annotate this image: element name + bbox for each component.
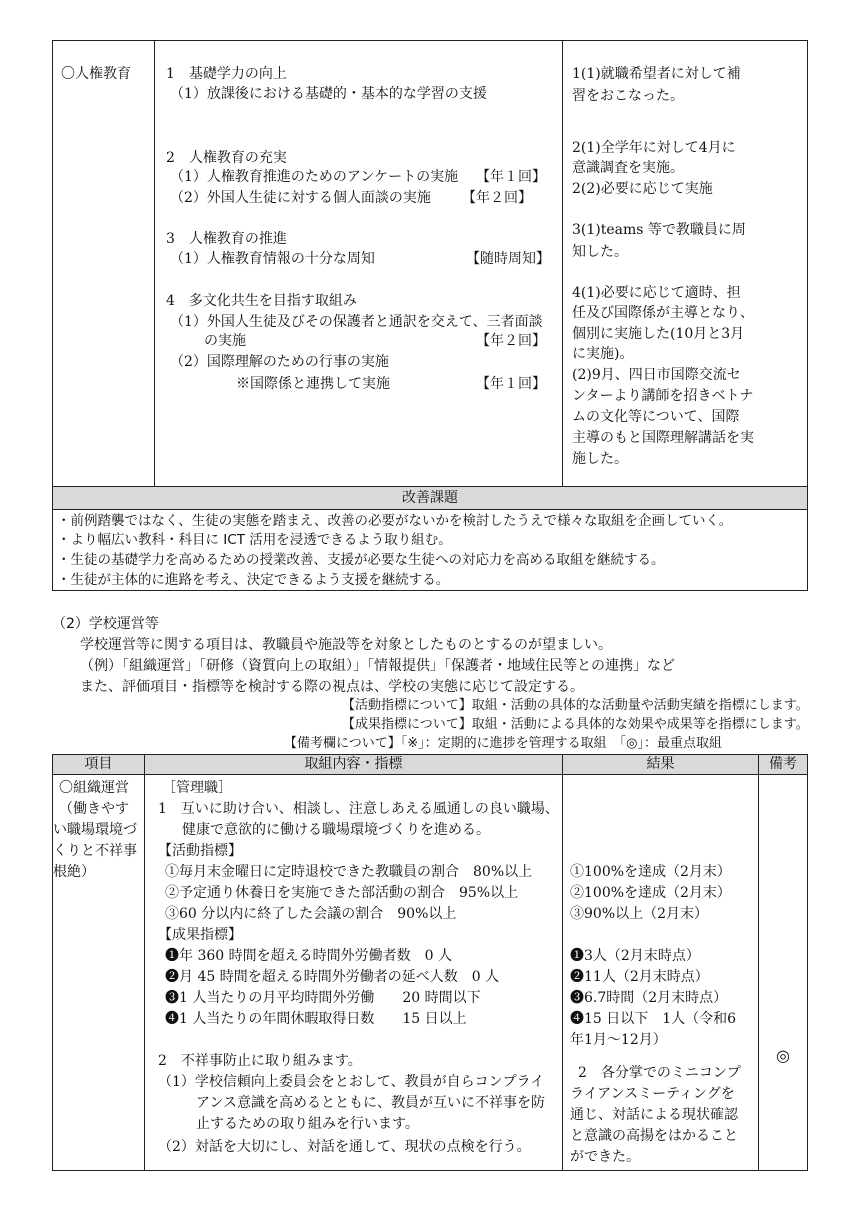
content-line: 止するための取り組みを行います。 bbox=[196, 1116, 419, 1132]
result-line: ❷11人（2月末時点） bbox=[570, 969, 709, 985]
section2-paragraph: また、評価項目・指標等を検討する際の視点は、学校の実態に応じて設定する。 bbox=[80, 679, 584, 695]
result-line: ②100%を達成（2月末） bbox=[570, 885, 731, 901]
header-content: 取組内容・指標 bbox=[304, 756, 403, 772]
content-line: （1）学校信頼向上委員会をとおして、教員が自らコンプライ bbox=[158, 1074, 545, 1090]
result-line: 4(1)必要に応じて適時、担 bbox=[572, 285, 741, 301]
item-line: くりと不祥事 bbox=[53, 843, 137, 859]
content-line: の実施 bbox=[204, 333, 246, 349]
result-line: 2(1)全学年に対して4月に bbox=[572, 140, 736, 156]
kaizen-item: ・生徒の基礎学力を高めるための授業改善、支援が必要な生徒への対応力を高める取組を継続する。 bbox=[57, 552, 665, 568]
result-line: ❸6.7時間（2月末時点） bbox=[570, 990, 728, 1006]
result-line: 1(1)就職希望者に対して補 bbox=[572, 66, 741, 82]
table2-divider-1 bbox=[144, 754, 145, 1171]
content-line: （2）国際理解のための行事の実施 bbox=[170, 354, 389, 370]
outcome-indicator-label: 【成果指標】 bbox=[158, 927, 242, 943]
table1-item: 〇人権教育 bbox=[61, 66, 131, 82]
table2-header-divider bbox=[52, 774, 808, 775]
content-line: 2 人権教育の充実 bbox=[166, 150, 287, 166]
content-line: （1）人権教育推進のためのアンケートの実施 bbox=[170, 169, 459, 185]
frequency-tag: 【年１回】 bbox=[476, 169, 546, 185]
content-line: 1 基礎学力の向上 bbox=[166, 66, 287, 82]
kaizen-title: 改善課題 bbox=[402, 490, 458, 506]
result-line: ①100%を達成（2月末） bbox=[570, 864, 731, 880]
kaizen-item: ・生徒が主体的に進路を考え、決定できるよう支援を継続する。 bbox=[57, 572, 450, 588]
content-line: 4 多文化共生を目指す取組み bbox=[166, 293, 357, 309]
table1-divider-2 bbox=[562, 40, 563, 486]
result-line: 通じ、対話による現状確認 bbox=[570, 1107, 738, 1123]
activity-indicator-item: ③60 分以内に終了した会議の割合 90%以上 bbox=[165, 906, 457, 922]
outcome-indicator-item: ❶年 360 時間を超える時間外労働者数 0 人 bbox=[165, 948, 452, 964]
frequency-tag: 【年２回】 bbox=[476, 333, 546, 349]
content-line: ※国際係と連携して実施 bbox=[236, 376, 390, 392]
remarks-column-note: 【備考欄について】「※」：定期的に進捗を管理する取組 「◎」：最重点取組 bbox=[284, 736, 722, 751]
frequency-tag: 【年１回】 bbox=[476, 376, 546, 392]
result-line: ライアンスミーティングを bbox=[570, 1086, 735, 1102]
item-line: い職場環境づ bbox=[53, 822, 137, 838]
result-line: 個別に実施した(10月と3月 bbox=[572, 326, 745, 342]
result-line: 任及び国際係が主導となり、 bbox=[572, 305, 754, 321]
table2-divider-2 bbox=[562, 754, 563, 1171]
content-line: （1）人権教育情報の十分な周知 bbox=[170, 251, 375, 267]
frequency-tag: 【年２回】 bbox=[462, 190, 532, 206]
content-line: アンス意識を高めるとともに、教員が互いに不祥事を防 bbox=[196, 1095, 546, 1111]
result-line: 施した。 bbox=[572, 451, 628, 467]
activity-indicator-note: 【活動指標について】取組・活動の具体的な活動量や活動実績を指標にします。 bbox=[342, 698, 809, 713]
result-line: 主導のもと国際理解講話を実 bbox=[572, 430, 754, 446]
result-line: 2 各分掌でのミニコンプ bbox=[578, 1065, 741, 1081]
result-line: 年1月～12月） bbox=[570, 1032, 667, 1048]
header-remarks: 備考 bbox=[769, 756, 797, 772]
kaizen-item: ・より幅広い教科・科目に ICT 活用を浸透できるよう取り組む。 bbox=[57, 532, 452, 548]
content-line: 健康で意欲的に働ける職場環境づくりを進める。 bbox=[182, 822, 490, 838]
item-line: （働きやす bbox=[59, 801, 129, 817]
result-line: ❶3人（2月末時点） bbox=[570, 948, 700, 964]
content-line: 3 人権教育の推進 bbox=[166, 231, 287, 247]
result-line: ムの文化等について、国際 bbox=[572, 409, 740, 425]
result-line: ンターより講師を招きベトナ bbox=[572, 388, 754, 404]
outcome-indicator-note: 【成果指標について】取組・活動による具体的な効果や成果等を指標にします。 bbox=[342, 717, 809, 732]
content-line: （1）放課後における基礎的・基本的な学習の支援 bbox=[170, 86, 487, 102]
kaizen-item: ・前例踏襲ではなく、生徒の実態を踏まえ、改善の必要がないかを検討したうえで様々な取組を企画していく。 bbox=[57, 513, 733, 529]
item-line: 根絶） bbox=[53, 864, 95, 880]
content-line: （1）外国人生徒及びその保護者と通訳を交えて、三者面談 bbox=[170, 314, 543, 330]
activity-indicator-item: ①毎月末金曜日に定時退校できた教職員の割合 80%以上 bbox=[165, 864, 533, 880]
header-result: 結果 bbox=[646, 756, 675, 772]
item-line: 〇組織運営 bbox=[59, 780, 129, 796]
content-line: （2）外国人生徒に対する個人面談の実施 bbox=[170, 190, 431, 206]
section2-paragraph: 学校運営等に関する項目は、教職員や施設等を対象としたものとするのが望ましい。 bbox=[80, 637, 612, 653]
content-line: 2 不祥事防止に取り組みます。 bbox=[158, 1053, 362, 1069]
frequency-tag: 【随時周知】 bbox=[466, 251, 550, 267]
result-line: ❹15 日以下 1人（令和6 bbox=[570, 1011, 737, 1027]
result-line: 3(1)teams 等で教職員に周 bbox=[572, 222, 746, 238]
section2-heading: （2）学校運営等 bbox=[52, 616, 159, 632]
outcome-indicator-item: ❸1 人当たりの月平均時間外労働 20 時間以下 bbox=[165, 990, 481, 1006]
result-line: ができた。 bbox=[570, 1149, 640, 1165]
activity-indicator-item: ②予定通り休養日を実施できた部活動の割合 95%以上 bbox=[165, 885, 519, 901]
result-line: 知した。 bbox=[572, 244, 628, 260]
kaizen-title-divider bbox=[52, 509, 808, 510]
result-line: 意識調査を実施。 bbox=[572, 160, 684, 176]
outcome-indicator-item: ❹1 人当たりの年間休暇取得日数 15 日以上 bbox=[165, 1011, 467, 1027]
activity-indicator-label: 【活動指標】 bbox=[158, 843, 242, 859]
content-line: ［管理職］ bbox=[162, 780, 232, 796]
result-line: に実施)。 bbox=[572, 346, 634, 362]
result-line: 習をおこなった。 bbox=[572, 88, 684, 104]
result-line: ③90%以上（2月末） bbox=[570, 906, 709, 922]
result-line: 2(2)必要に応じて実施 bbox=[572, 181, 713, 197]
header-item: 項目 bbox=[84, 756, 113, 772]
outcome-indicator-item: ❷月 45 時間を超える時間外労働者の延べ人数 0 人 bbox=[165, 969, 500, 985]
table1-divider-1 bbox=[154, 40, 155, 486]
section2-example: （例）「組織運営」「研修（資質向上の取組）」「情報提供」「保護者・地域住民等との連携」など bbox=[80, 658, 675, 674]
top-priority-mark: ◎ bbox=[776, 1046, 790, 1065]
table2-divider-3 bbox=[758, 754, 759, 1171]
result-line: (2)9月、四日市国際交流セ bbox=[572, 367, 741, 383]
content-line: （2）対話を大切にし、対話を通して、現状の点検を行う。 bbox=[158, 1139, 531, 1155]
content-line: 1 互いに助け合い、相談し、注意しあえる風通しの良い職場、 bbox=[158, 801, 559, 817]
result-line: と意識の高揚をはかること bbox=[570, 1128, 738, 1144]
